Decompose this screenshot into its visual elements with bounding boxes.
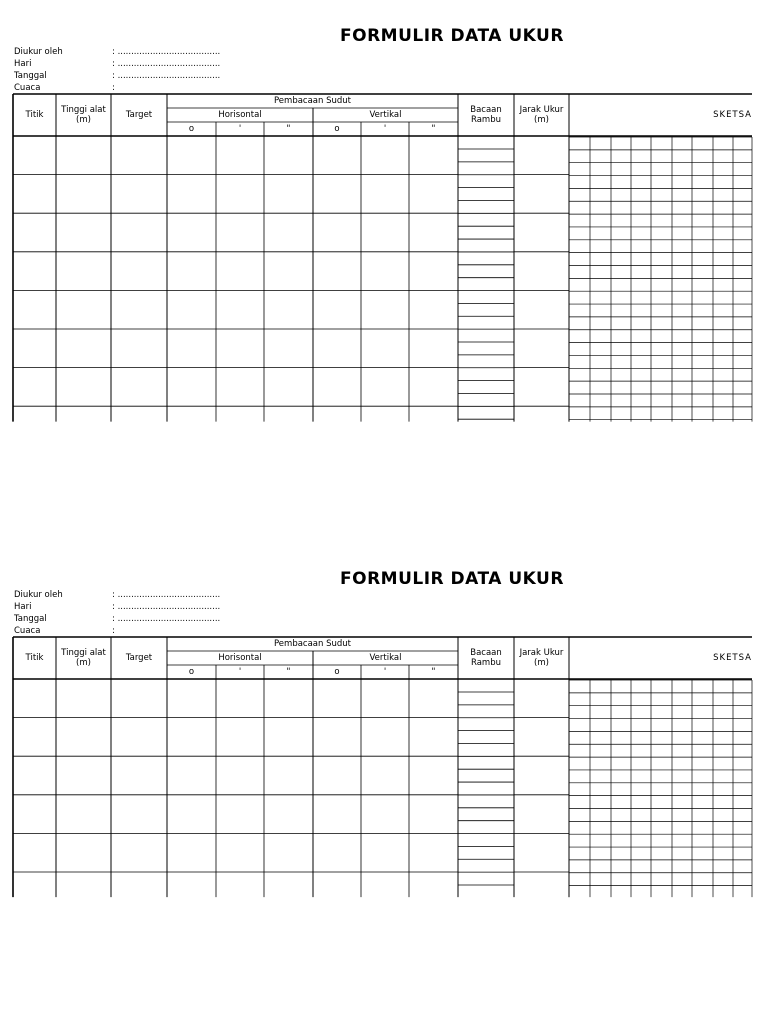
header-tinggi-alat: Tinggi alat (m) (61, 648, 106, 668)
meta-label: Diukur oleh (14, 47, 63, 57)
header-jarak-ukur: Jarak Ukur (m) (519, 648, 564, 668)
header-minutes: ' (383, 124, 387, 134)
header-vertikal: Vertikal (369, 653, 402, 663)
meta-label: Tanggal (14, 614, 47, 624)
header-target: Target (125, 653, 153, 663)
survey-form-bottom (0, 543, 768, 913)
header-degrees: o (188, 124, 195, 134)
header-titik: Titik (25, 110, 44, 120)
meta-label: Tanggal (14, 71, 47, 81)
meta-label: Cuaca (14, 626, 41, 636)
meta-value[interactable]: : ...................................... (112, 602, 221, 612)
header-horisontal: Horisontal (218, 110, 262, 120)
form-title: FORMULIR DATA UKUR (340, 26, 564, 46)
header-jarak-ukur: Jarak Ukur (m) (519, 105, 564, 125)
meta-value[interactable]: : (112, 83, 115, 93)
header-vertikal: Vertikal (369, 110, 402, 120)
header-minutes: ' (238, 667, 242, 677)
meta-label: Diukur oleh (14, 590, 63, 600)
measurement-grid (0, 543, 768, 913)
meta-value[interactable]: : ...................................... (112, 59, 221, 69)
header-horisontal: Horisontal (218, 653, 262, 663)
header-minutes: ' (238, 124, 242, 134)
header-tinggi-alat: Tinggi alat (m) (61, 105, 106, 125)
header-titik: Titik (25, 653, 44, 663)
header-seconds: " (431, 124, 436, 134)
meta-value[interactable]: : (112, 626, 115, 636)
header-degrees: o (334, 667, 340, 677)
meta-value[interactable]: : ...................................... (112, 614, 221, 624)
header-degrees: o (188, 667, 195, 677)
meta-value[interactable]: : ...................................... (112, 590, 221, 600)
survey-form-top (0, 0, 768, 430)
meta-label: Cuaca (14, 83, 41, 93)
header-degrees: o (334, 124, 340, 134)
header-minutes: ' (383, 667, 387, 677)
header-pembacaan-sudut: Pembacaan Sudut (273, 96, 351, 106)
measurement-grid (0, 0, 768, 430)
meta-value[interactable]: : ...................................... (112, 47, 221, 57)
header-sketsa: SKETSA (713, 653, 752, 663)
header-pembacaan-sudut: Pembacaan Sudut (273, 639, 351, 649)
meta-value[interactable]: : ...................................... (112, 71, 221, 81)
header-bacaan-rambu: Bacaan Rambu (470, 105, 502, 125)
meta-label: Hari (14, 59, 32, 69)
header-seconds: " (286, 667, 291, 677)
header-target: Target (125, 110, 153, 120)
header-seconds: " (286, 124, 291, 134)
form-title: FORMULIR DATA UKUR (340, 569, 564, 589)
header-seconds: " (431, 667, 436, 677)
header-bacaan-rambu: Bacaan Rambu (470, 648, 502, 668)
meta-label: Hari (14, 602, 32, 612)
header-sketsa: SKETSA (713, 110, 752, 120)
